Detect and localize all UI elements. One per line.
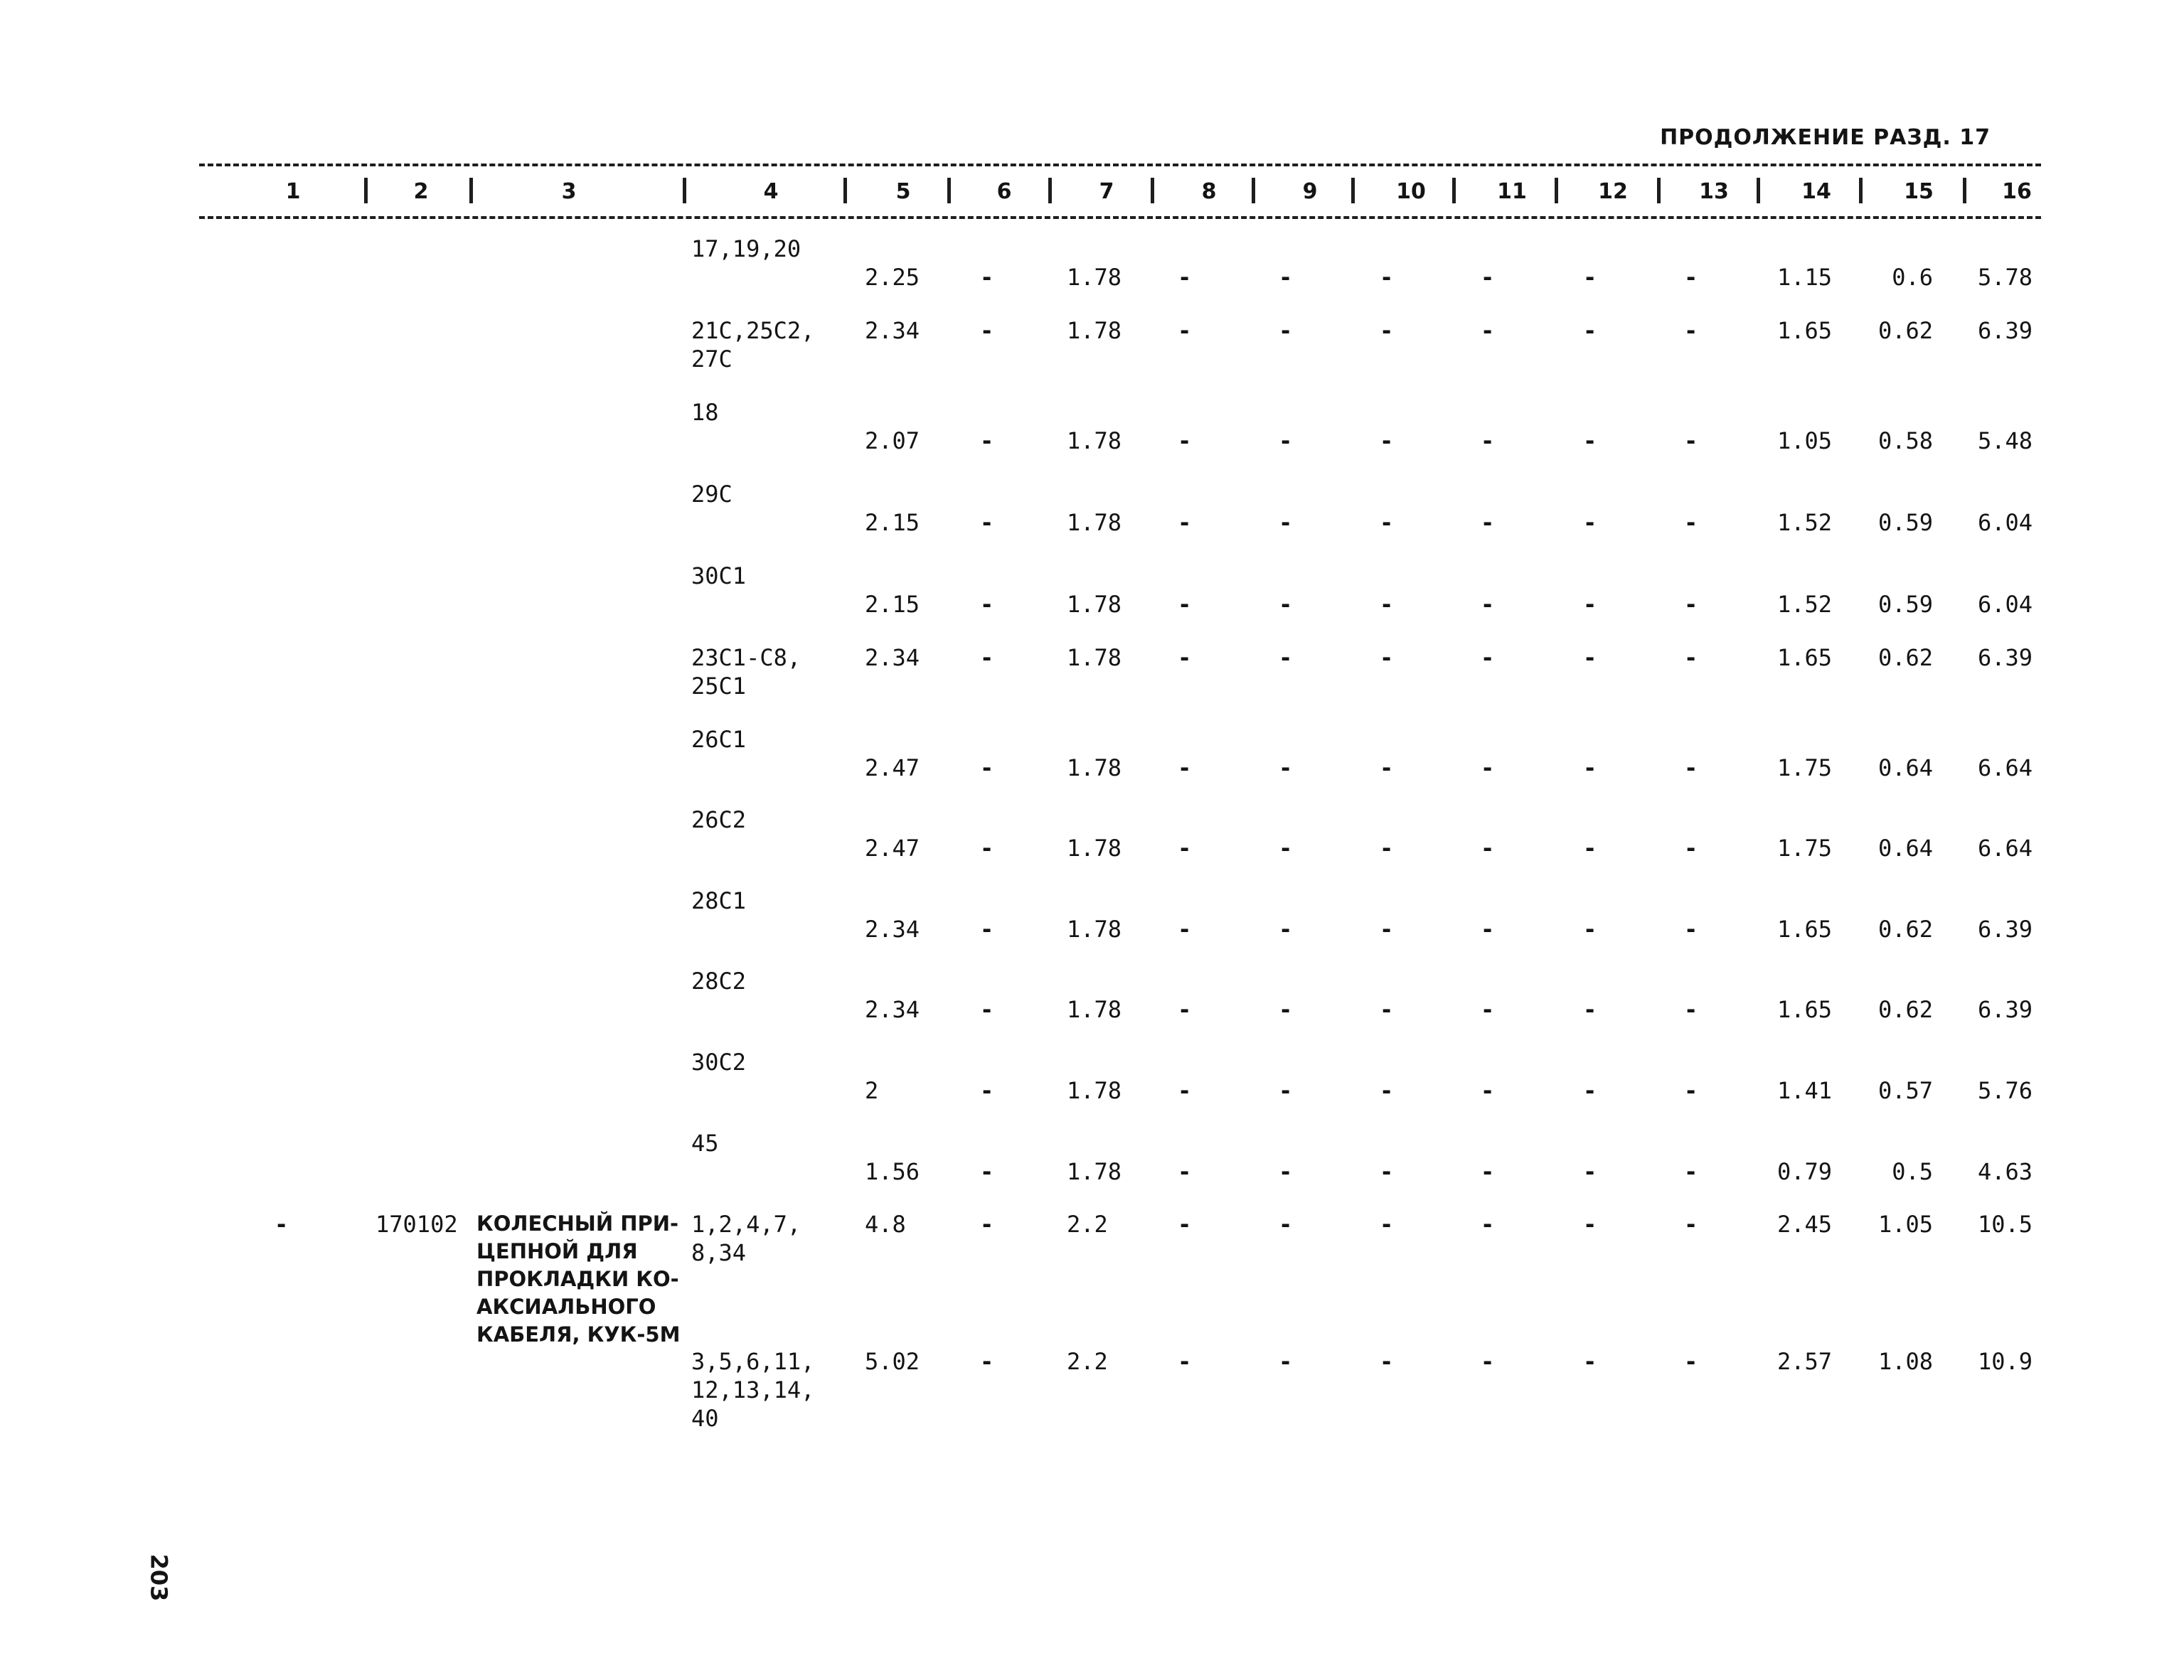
row-value-col14: 1.75	[1777, 754, 1832, 781]
row-value-col6: -	[980, 317, 994, 344]
row-value-col8: -	[1178, 644, 1192, 671]
row-value-col15: 0.62	[1877, 916, 1933, 943]
row-value-col5: 2.34	[865, 996, 920, 1023]
row-value-col12: -	[1583, 427, 1597, 454]
row-value-col8: -	[1178, 1158, 1192, 1185]
row-value-col15: 0.58	[1877, 427, 1933, 454]
row-col1: -	[275, 1211, 289, 1238]
row-value-col9: -	[1279, 835, 1293, 862]
row-value-col16: 6.64	[1977, 754, 2033, 781]
row-value-col5: 2.34	[865, 317, 920, 344]
row-col4: 1,2,4,7, 8,34	[691, 1211, 801, 1266]
row-value-col7: 2.2	[1067, 1348, 1108, 1375]
row-value-col11: -	[1481, 644, 1495, 671]
row-col4: 21С,25С2, 27С	[691, 317, 815, 373]
row-value-col9: -	[1279, 1348, 1293, 1375]
row-value-col7: 1.78	[1067, 317, 1122, 344]
row-value-col6: -	[980, 427, 994, 454]
row-value-col15: 0.5	[1892, 1158, 1933, 1185]
row-value-col14: 1.65	[1777, 644, 1832, 671]
column-header-3: 3	[561, 179, 577, 204]
row-value-col9: -	[1279, 916, 1293, 943]
column-header-1: 1	[285, 179, 301, 204]
row-value-col5: 2.34	[865, 916, 920, 943]
column-separator	[1757, 178, 1760, 203]
row-value-col12: -	[1583, 1211, 1597, 1238]
row-value-col8: -	[1178, 996, 1192, 1023]
row-value-col15: 0.62	[1877, 317, 1933, 344]
column-separator	[1351, 178, 1355, 203]
row-value-col16: 5.48	[1977, 427, 2033, 454]
row-col4: 17,19,20	[691, 235, 801, 262]
row-value-col16: 6.39	[1977, 317, 2033, 344]
row-value-col16: 6.39	[1977, 996, 2033, 1023]
row-value-col12: -	[1583, 1348, 1597, 1375]
row-value-col8: -	[1178, 835, 1192, 862]
column-separator	[364, 178, 368, 203]
row-value-col15: 0.59	[1877, 509, 1933, 536]
row-value-col10: -	[1380, 916, 1394, 943]
row-value-col13: -	[1684, 591, 1698, 618]
page-title: ПРОДОЛЖЕНИЕ РАЗД. 17	[1660, 125, 1991, 150]
column-separator	[1963, 178, 1966, 203]
row-value-col14: 1.15	[1777, 264, 1832, 291]
column-header-10: 10	[1396, 179, 1426, 204]
row-value-col11: -	[1481, 317, 1495, 344]
row-value-col13: -	[1684, 916, 1698, 943]
row-value-col15: 0.57	[1877, 1077, 1933, 1104]
row-value-col12: -	[1583, 1158, 1597, 1185]
row-value-col5: 2.47	[865, 754, 920, 781]
row-value-col16: 5.76	[1977, 1077, 2033, 1104]
row-value-col9: -	[1279, 591, 1293, 618]
row-value-col10: -	[1380, 264, 1394, 291]
column-separator	[1859, 178, 1863, 203]
row-value-col7: 1.78	[1067, 996, 1122, 1023]
column-header-15: 15	[1904, 179, 1934, 204]
row-value-col13: -	[1684, 835, 1698, 862]
row-value-col9: -	[1279, 427, 1293, 454]
row-value-col13: -	[1684, 1211, 1698, 1238]
row-value-col14: 0.79	[1777, 1158, 1832, 1185]
row-value-col7: 1.78	[1067, 264, 1122, 291]
row-value-col13: -	[1684, 1348, 1698, 1375]
column-header-9: 9	[1302, 179, 1318, 204]
row-value-col10: -	[1380, 835, 1394, 862]
column-separator	[1252, 178, 1255, 203]
row-value-col16: 5.78	[1977, 264, 2033, 291]
row-value-col7: 1.78	[1067, 754, 1122, 781]
row-value-col6: -	[980, 754, 994, 781]
row-value-col7: 1.78	[1067, 509, 1122, 536]
row-value-col16: 6.64	[1977, 835, 2033, 862]
row-value-col13: -	[1684, 427, 1698, 454]
row-value-col11: -	[1481, 509, 1495, 536]
row-value-col7: 2.2	[1067, 1211, 1108, 1238]
row-value-col13: -	[1684, 1158, 1698, 1185]
column-separator	[1657, 178, 1661, 203]
row-value-col7: 1.78	[1067, 591, 1122, 618]
column-separator	[843, 178, 847, 203]
column-separator	[1048, 178, 1052, 203]
row-value-col14: 1.52	[1777, 591, 1832, 618]
row-value-col12: -	[1583, 835, 1597, 862]
row-value-col5: 5.02	[865, 1348, 920, 1375]
row-value-col14: 1.65	[1777, 996, 1832, 1023]
row-value-col11: -	[1481, 754, 1495, 781]
row-value-col6: -	[980, 1211, 994, 1238]
row-value-col12: -	[1583, 264, 1597, 291]
row-value-col6: -	[980, 1348, 994, 1375]
column-separator	[1555, 178, 1558, 203]
column-header-2: 2	[413, 179, 429, 204]
row-value-col14: 2.45	[1777, 1211, 1832, 1238]
row-value-col16: 6.04	[1977, 591, 2033, 618]
row-value-col11: -	[1481, 1077, 1495, 1104]
row-value-col10: -	[1380, 509, 1394, 536]
row-value-col13: -	[1684, 317, 1698, 344]
row-value-col11: -	[1481, 427, 1495, 454]
row-value-col13: -	[1684, 996, 1698, 1023]
row-value-col16: 4.63	[1977, 1158, 2033, 1185]
column-header-5: 5	[895, 179, 911, 204]
page-number: 203	[145, 1553, 173, 1602]
row-value-col8: -	[1178, 754, 1192, 781]
row-value-col10: -	[1380, 1158, 1394, 1185]
row-value-col14: 1.75	[1777, 835, 1832, 862]
row-value-col6: -	[980, 644, 994, 671]
column-header-6: 6	[996, 179, 1012, 204]
row-name: КОЛЕСНЫЙ ПРИ- ЦЕПНОЙ ДЛЯ ПРОКЛАДКИ КО- АКСИАЛЬНОГО КАБЕЛЯ, КУК-5М	[476, 1211, 681, 1347]
row-value-col16: 6.39	[1977, 644, 2033, 671]
row-value-col5: 2.25	[865, 264, 920, 291]
row-value-col13: -	[1684, 1077, 1698, 1104]
row-value-col15: 1.05	[1877, 1211, 1933, 1238]
column-header-row	[199, 169, 2041, 212]
column-header-8: 8	[1201, 179, 1217, 204]
row-value-col12: -	[1583, 644, 1597, 671]
row-value-col5: 2.34	[865, 644, 920, 671]
column-header-12: 12	[1598, 179, 1628, 204]
row-value-col12: -	[1583, 916, 1597, 943]
row-col4: 23С1-С8, 25С1	[691, 644, 801, 700]
row-value-col8: -	[1178, 1348, 1192, 1375]
row-value-col10: -	[1380, 317, 1394, 344]
row-value-col5: 2.15	[865, 591, 920, 618]
row-value-col14: 1.05	[1777, 427, 1832, 454]
row-value-col15: 0.6	[1892, 264, 1933, 291]
row-value-col10: -	[1380, 427, 1394, 454]
row-value-col8: -	[1178, 591, 1192, 618]
row-value-col14: 2.57	[1777, 1348, 1832, 1375]
row-value-col12: -	[1583, 317, 1597, 344]
row-col4: 29С	[691, 481, 733, 508]
row-col4: 30С1	[691, 562, 747, 589]
row-col4: 28С2	[691, 968, 747, 995]
row-value-col8: -	[1178, 916, 1192, 943]
row-value-col14: 1.41	[1777, 1077, 1832, 1104]
row-value-col12: -	[1583, 754, 1597, 781]
row-col4: 18	[691, 399, 719, 426]
row-code: 170102	[375, 1211, 458, 1238]
column-separator	[1452, 178, 1456, 203]
row-value-col6: -	[980, 264, 994, 291]
column-header-7: 7	[1099, 179, 1114, 204]
row-value-col10: -	[1380, 1211, 1394, 1238]
column-separator	[683, 178, 686, 203]
row-value-col10: -	[1380, 591, 1394, 618]
row-value-col14: 1.65	[1777, 317, 1832, 344]
row-value-col8: -	[1178, 1211, 1192, 1238]
row-value-col9: -	[1279, 264, 1293, 291]
row-value-col9: -	[1279, 1158, 1293, 1185]
row-value-col10: -	[1380, 1348, 1394, 1375]
row-value-col11: -	[1481, 1211, 1495, 1238]
row-col4: 26С1	[691, 726, 747, 753]
row-value-col15: 0.64	[1877, 835, 1933, 862]
row-value-col14: 1.65	[1777, 916, 1832, 943]
row-value-col11: -	[1481, 264, 1495, 291]
row-value-col8: -	[1178, 1077, 1192, 1104]
row-value-col10: -	[1380, 644, 1394, 671]
row-value-col16: 6.39	[1977, 916, 2033, 943]
row-col4: 45	[691, 1130, 719, 1157]
row-value-col7: 1.78	[1067, 835, 1122, 862]
row-value-col10: -	[1380, 754, 1394, 781]
row-value-col12: -	[1583, 509, 1597, 536]
row-col4: 28С1	[691, 887, 747, 914]
column-header-4: 4	[763, 179, 779, 204]
row-value-col9: -	[1279, 754, 1293, 781]
column-header-13: 13	[1699, 179, 1729, 204]
row-value-col5: 1.56	[865, 1158, 920, 1185]
row-value-col9: -	[1279, 509, 1293, 536]
row-value-col6: -	[980, 591, 994, 618]
row-value-col5: 2.47	[865, 835, 920, 862]
row-col4: 3,5,6,11, 12,13,14, 40	[691, 1348, 815, 1432]
row-value-col15: 0.62	[1877, 644, 1933, 671]
row-value-col11: -	[1481, 916, 1495, 943]
row-value-col13: -	[1684, 644, 1698, 671]
row-value-col6: -	[980, 835, 994, 862]
row-value-col9: -	[1279, 1211, 1293, 1238]
row-value-col12: -	[1583, 996, 1597, 1023]
row-value-col15: 0.59	[1877, 591, 1933, 618]
row-value-col8: -	[1178, 317, 1192, 344]
row-value-col9: -	[1279, 996, 1293, 1023]
column-separator	[1151, 178, 1154, 203]
column-header-11: 11	[1497, 179, 1527, 204]
header-top-rule	[199, 164, 2041, 166]
row-value-col8: -	[1178, 427, 1192, 454]
column-separator	[469, 178, 473, 203]
row-value-col6: -	[980, 509, 994, 536]
row-value-col11: -	[1481, 996, 1495, 1023]
row-value-col6: -	[980, 1158, 994, 1185]
row-value-col8: -	[1178, 264, 1192, 291]
row-value-col9: -	[1279, 1077, 1293, 1104]
row-col4: 26С2	[691, 806, 747, 833]
row-value-col5: 2	[865, 1077, 879, 1104]
row-value-col11: -	[1481, 591, 1495, 618]
row-value-col7: 1.78	[1067, 1077, 1122, 1104]
column-separator	[947, 178, 951, 203]
row-value-col16: 10.5	[1977, 1211, 2033, 1238]
row-value-col6: -	[980, 916, 994, 943]
row-value-col11: -	[1481, 835, 1495, 862]
column-header-16: 16	[2002, 179, 2032, 204]
row-value-col5: 4.8	[865, 1211, 906, 1238]
row-value-col7: 1.78	[1067, 427, 1122, 454]
row-value-col12: -	[1583, 591, 1597, 618]
row-value-col11: -	[1481, 1158, 1495, 1185]
row-value-col6: -	[980, 996, 994, 1023]
row-value-col15: 0.64	[1877, 754, 1933, 781]
row-value-col7: 1.78	[1067, 1158, 1122, 1185]
row-value-col5: 2.15	[865, 509, 920, 536]
row-value-col10: -	[1380, 1077, 1394, 1104]
row-value-col16: 10.9	[1977, 1348, 2033, 1375]
row-value-col7: 1.78	[1067, 916, 1122, 943]
row-value-col8: -	[1178, 509, 1192, 536]
row-value-col13: -	[1684, 754, 1698, 781]
row-value-col5: 2.07	[865, 427, 920, 454]
row-value-col16: 6.04	[1977, 509, 2033, 536]
row-value-col7: 1.78	[1067, 644, 1122, 671]
row-value-col12: -	[1583, 1077, 1597, 1104]
row-value-col9: -	[1279, 644, 1293, 671]
header-bottom-rule	[199, 216, 2041, 219]
row-value-col15: 1.08	[1877, 1348, 1933, 1375]
row-col4: 30С2	[691, 1049, 747, 1076]
row-value-col9: -	[1279, 317, 1293, 344]
row-value-col11: -	[1481, 1348, 1495, 1375]
row-value-col14: 1.52	[1777, 509, 1832, 536]
row-value-col10: -	[1380, 996, 1394, 1023]
row-value-col13: -	[1684, 509, 1698, 536]
row-value-col6: -	[980, 1077, 994, 1104]
row-value-col13: -	[1684, 264, 1698, 291]
column-header-14: 14	[1801, 179, 1831, 204]
row-value-col15: 0.62	[1877, 996, 1933, 1023]
